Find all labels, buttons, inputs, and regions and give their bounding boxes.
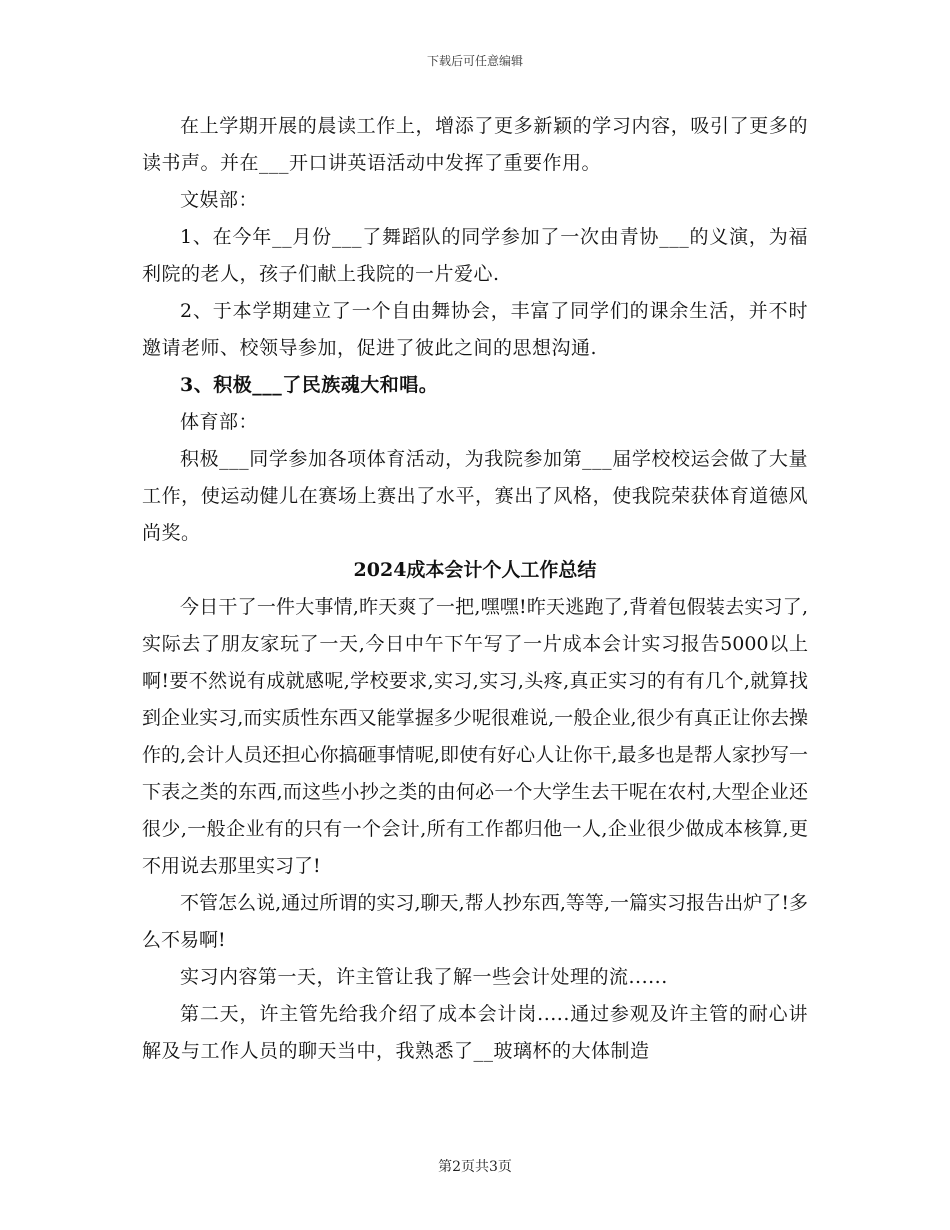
paragraph-charity-show: 1、在今年__月份___了舞蹈队的同学参加了一次由青协___的义演，为福利院的老人，孩子们献上我院的一片爱心. — [142, 226, 808, 285]
page-number: 第2页共3页 — [438, 1159, 512, 1175]
paragraph-national-chorus: 3、积极___了民族魂大和唱。 — [180, 374, 439, 396]
page-header: 下载后可任意编辑 — [426, 54, 523, 68]
paragraph-sports-activities: 积极___同学参加各项体育活动，为我院参加第___届学校校运会做了大量工作，使运动健儿在赛场上赛出了水平，赛出了风格，使我院荣获体育道德风尚奖。 — [142, 448, 808, 544]
paragraph-day-one: 实习内容第一天，许主管让我了解一些会计处理的流...... — [180, 966, 668, 988]
paragraph-internship-story: 今日干了一件大事情,昨天爽了一把,嘿嘿!昨天逃跑了,背着包假装去实习了,实际去了朋友家玩了一天,今日中午下午写了一片成本会计实习报告5000以上啊!要不然说有成就感呢,学校要求,实习,实习,头疼,真正实习的有有几个,就算找到企业实习,而实质性东西又能掌握多少呢很难说,一般企业,很少有真正让你去操作的,会计人员还担心你搞砸事情呢,即使有好心人让你干,最多也是帮人家抄写一下表之类的东西,而这些小抄之类的由何必一个大学生去干呢在农村,大型企业还很少,一般企业有的只有一个会计,所有工作都归他一人,企业很少做成本核算,更不用说去那里实习了! — [142, 596, 808, 877]
article-title: 2024成本会计个人工作总结 — [353, 559, 597, 581]
section-label-sports: 体育部： — [180, 411, 259, 433]
paragraph-day-two: 第二天，许主管先给我介绍了成本会计岗.....通过参观及许主管的耐心讲解及与工作人员的聊天当中，我熟悉了__玻璃杯的大体制造 — [142, 1003, 808, 1062]
paragraph-morning-reading: 在上学期开展的晨读工作上，增添了更多新颖的学习内容，吸引了更多的读书声。并在___开口讲英语活动中发挥了重要作用。 — [142, 115, 808, 174]
section-label-entertainment: 文娱部： — [180, 189, 259, 211]
paragraph-report-done: 不管怎么说,通过所谓的实习,聊天,帮人抄东西,等等,一篇实习报告出炉了!多么不易啊! — [142, 892, 808, 951]
paragraph-dance-club: 2、于本学期建立了一个自由舞协会，丰富了同学们的课余生活，并不时邀请老师、校领导参加，促进了彼此之间的思想沟通. — [142, 300, 808, 359]
document-body — [142, 108, 808, 1070]
